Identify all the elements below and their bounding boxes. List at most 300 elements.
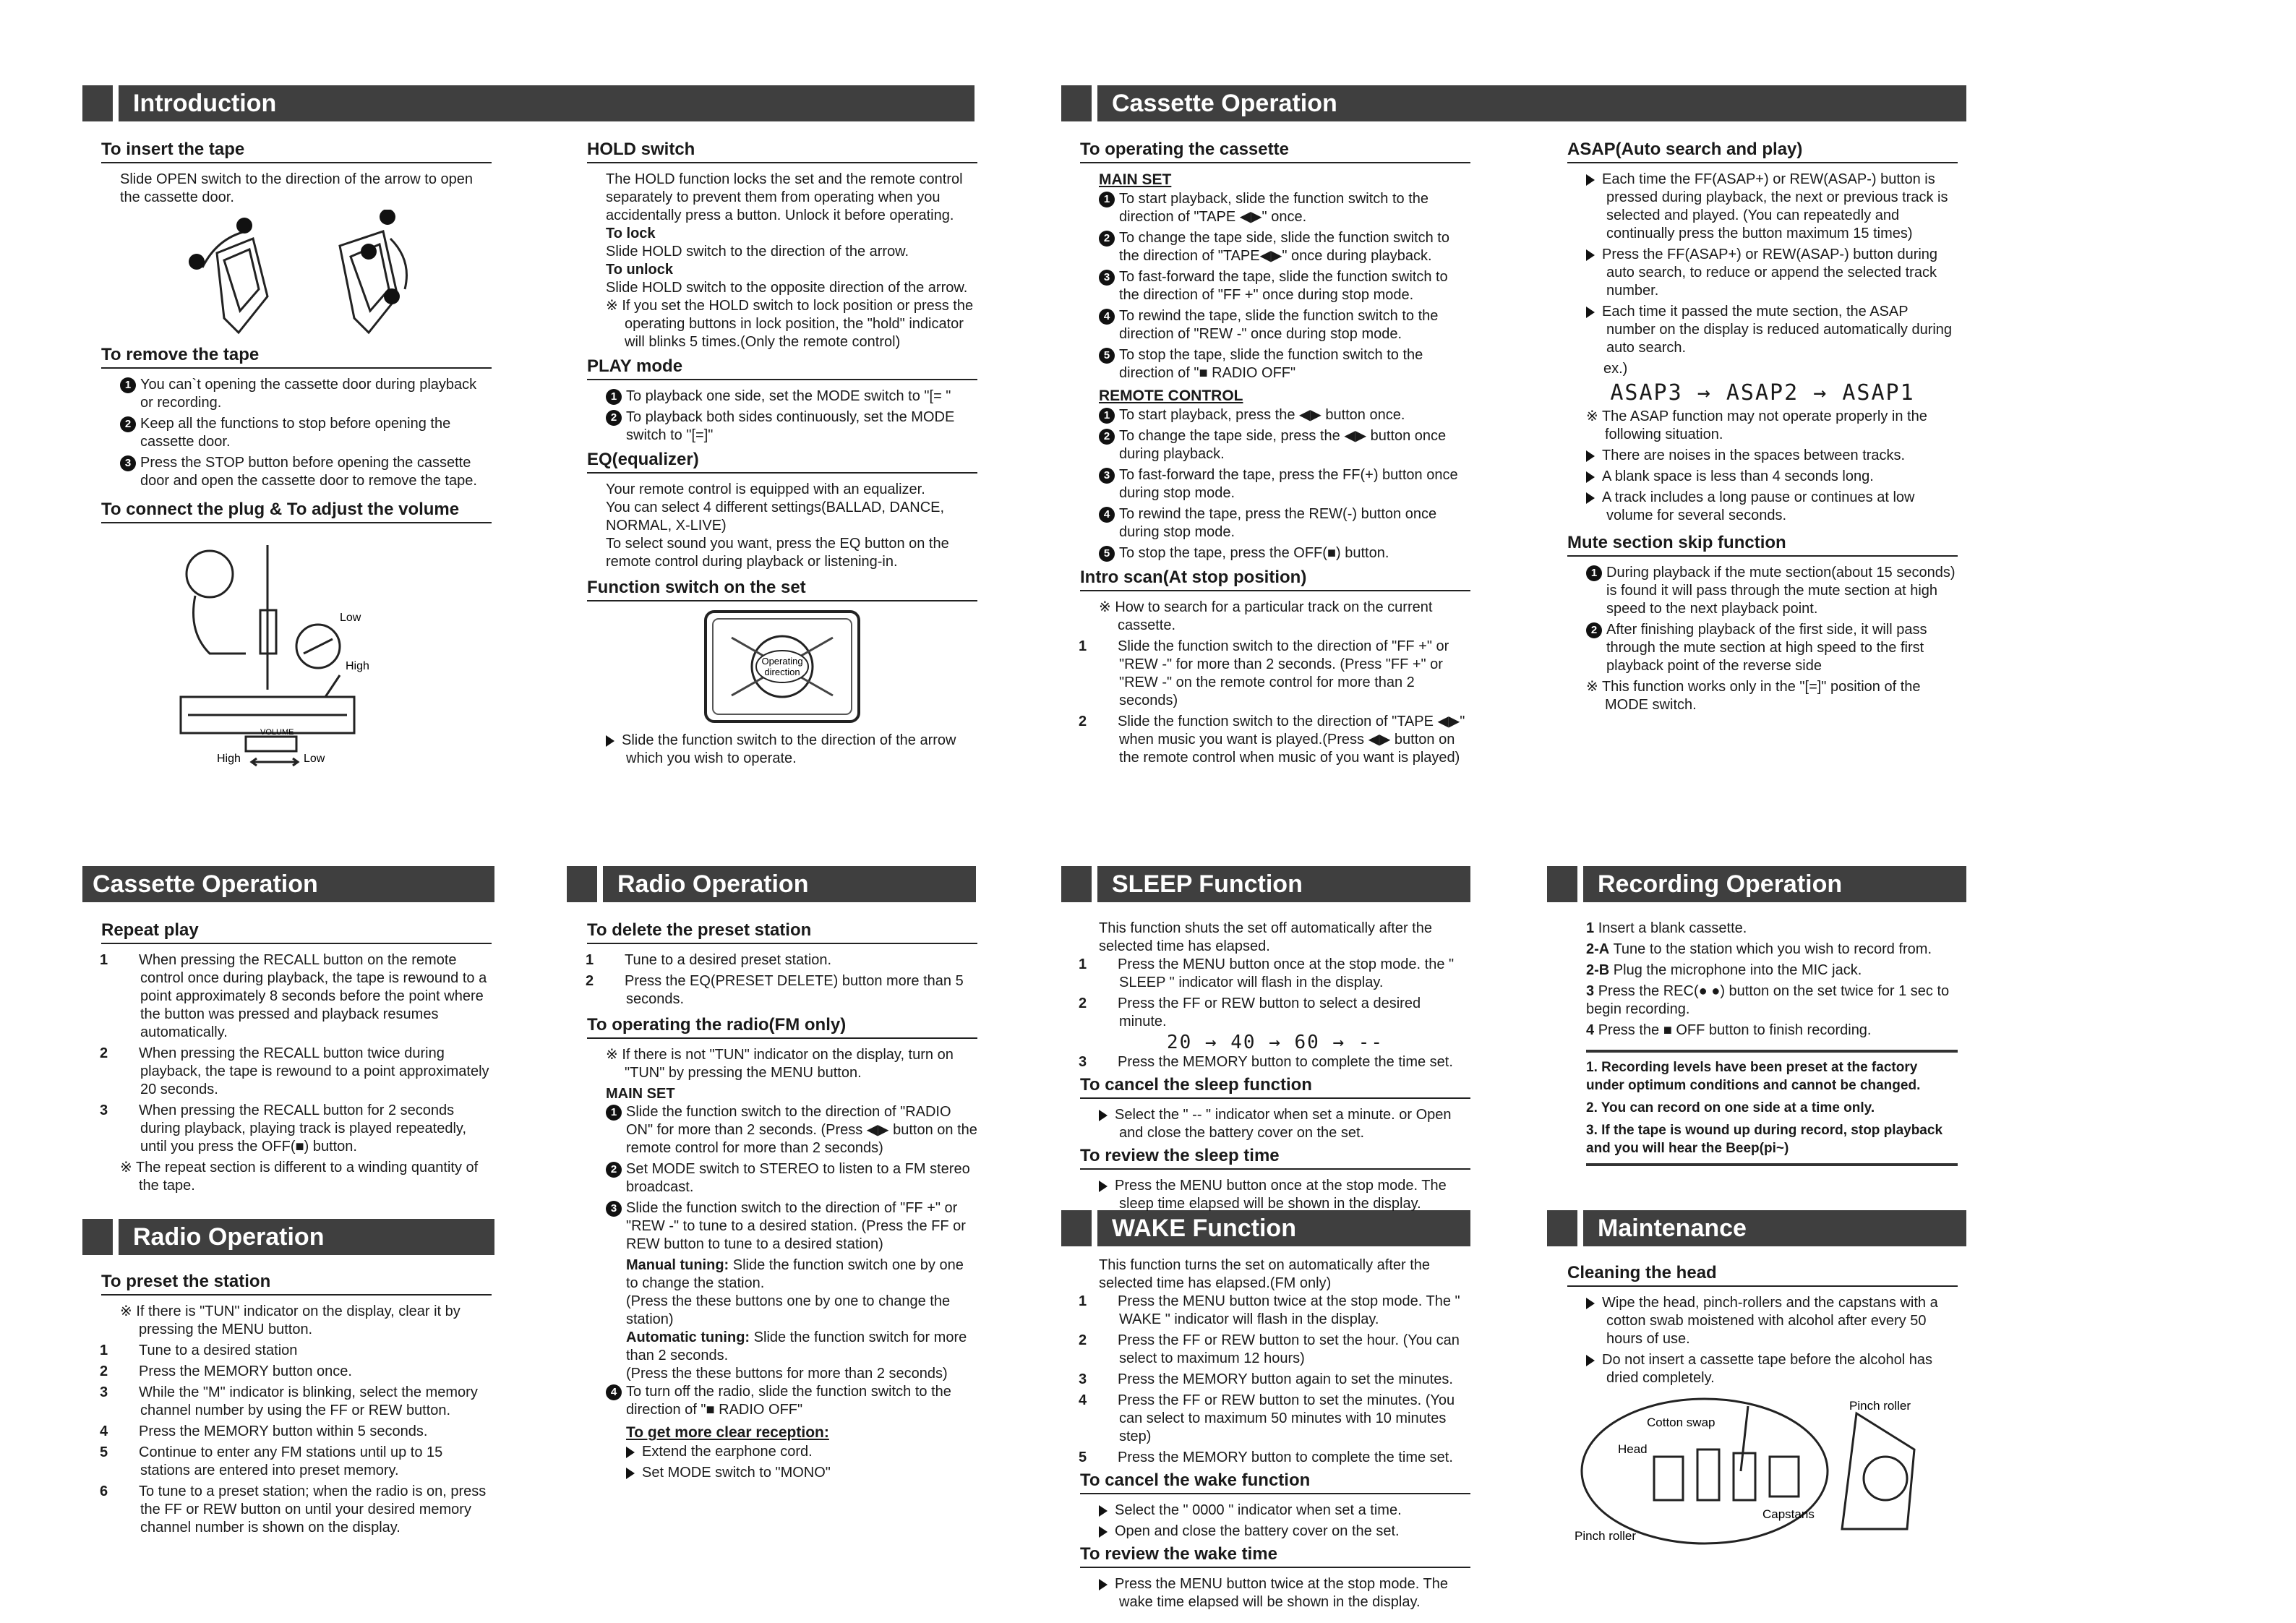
number-2-icon: 2 <box>120 416 136 432</box>
step-number: 3 <box>100 1384 108 1400</box>
step-number: 5 <box>1079 1449 1087 1465</box>
item-text: Press the MEMORY button again to set the minutes. <box>1118 1371 1453 1387</box>
note-text: If there is not "TUN" indicator on the display, turn on "TUN" by pressing the MENU button. <box>622 1047 954 1081</box>
item-text: Press the EQ(PRESET DELETE) button more than 5 seconds. <box>625 973 964 1007</box>
asap-col-4 <box>1567 139 1958 717</box>
step-number: 1 <box>1586 920 1595 936</box>
sleep-item <box>1079 995 1470 1031</box>
item-text: Press the MEMORY button to complete the time set. <box>1118 1449 1453 1465</box>
sleep-intro: This function shuts the set off automatically after the selected time has elapsed. <box>1099 920 1432 954</box>
number-3-icon: 3 <box>1099 468 1115 484</box>
hold-text: The HOLD function locks the set and the remote control separately to prevent them from operating when you accidentally press a button. Unlock it before operating. <box>606 171 963 223</box>
banner-recording-operation <box>1547 866 1966 902</box>
banner-introduction <box>82 85 974 121</box>
step-number: 4 <box>1586 1022 1595 1038</box>
banner-cassette-operation-2 <box>82 866 494 902</box>
wake-item <box>1079 1392 1470 1446</box>
asap-note <box>1586 408 1958 444</box>
note-mark: ※ <box>1586 679 1602 695</box>
item-text: Slide the function switch to the direction of "FF +" or "REW -" for more than 2 seconds. (Press "FF +" or "REW -" on the remote control for more than 2 seconds) <box>1118 638 1449 708</box>
play-mode-item <box>606 387 977 406</box>
item-text: Slide the function switch to the direction of "FF +" or "REW -" to tune to a desired station. (Press the FF or REW button to tune to a desired station) <box>626 1200 966 1252</box>
intro-col-1 <box>101 139 492 776</box>
item-text: To fast-forward the tape, slide the function switch to the direction of "FF +" once during stop mode. <box>1119 269 1448 303</box>
number-1-icon: 1 <box>606 389 622 405</box>
item-text: When pressing the RECALL button twice during playback, the tape is rewound to a point approximately 20 seconds. <box>139 1045 489 1097</box>
recording-item <box>1586 982 1958 1019</box>
review-wake-title: To review the wake time <box>1080 1543 1470 1568</box>
repeat-title: Repeat play <box>101 920 492 944</box>
note-mark: ※ <box>120 1160 136 1176</box>
item-text: Set MODE switch to "MONO" <box>642 1465 831 1481</box>
step-number: 2 <box>1079 995 1087 1011</box>
maintenance-item <box>1586 1351 1958 1387</box>
item-text: Press the FF or REW button to set the minutes. (You can select to maximum 50 minutes with 10 minutes step) <box>1118 1392 1455 1444</box>
volume-label: VOLUME <box>260 728 294 737</box>
connect-title: To connect the plug & To adjust the volume <box>101 499 492 523</box>
step-number: 6 <box>100 1483 108 1499</box>
banner-sleep-function <box>1061 866 1470 902</box>
cancel-wake-title: To cancel the wake function <box>1080 1470 1470 1494</box>
recording-notes-box <box>1586 1050 1958 1166</box>
radio-op-note <box>606 1046 977 1082</box>
play-mode-item <box>606 408 977 445</box>
note-text: The repeat section is different to a winding quantity of the tape. <box>135 1160 479 1194</box>
item-text: Press the MENU button twice at the stop mode. The " WAKE " indicator will flash in the display. <box>1118 1293 1460 1327</box>
preset-item <box>100 1444 492 1480</box>
intro-col-2 <box>587 139 977 771</box>
step-number: 4 <box>100 1423 108 1439</box>
mute-skip-item <box>1586 564 1958 618</box>
step-number: 1 <box>1079 638 1087 654</box>
repeat-note <box>120 1159 492 1195</box>
function-switch-diagram <box>703 609 862 724</box>
banner-title: Recording Operation <box>1598 870 1843 898</box>
item-text: To change the tape side, press the ◀▶ button once during playback. <box>1119 428 1447 462</box>
step-number: 2 <box>100 1363 108 1379</box>
item-text: During playback if the mute section(about 15 seconds) is found it will pass through the mute section at high speed to the next playback point. <box>1606 565 1956 617</box>
hold-note <box>606 297 977 351</box>
item-text: Press the REC(● ●) button on the set twice for 1 sec to begin recording. <box>1586 983 1950 1017</box>
unlock-text: Slide HOLD switch to the opposite direction of the arrow. <box>606 280 968 296</box>
item-text: Tune to a desired station <box>139 1342 298 1358</box>
item-text: To stop the tape, press the OFF(■) button. <box>1119 545 1389 561</box>
pinch-roller-label-2: Pinch roller <box>1575 1529 1637 1543</box>
operating-label: Operating <box>761 656 803 667</box>
bullet-arrow-icon <box>626 1468 635 1479</box>
note-mark: ※ <box>1586 408 1602 424</box>
banner-radio-operation-2 <box>82 1219 494 1255</box>
remote-item <box>1099 466 1470 502</box>
step-number: 3 <box>1079 1371 1087 1387</box>
main-set-item <box>1099 307 1470 343</box>
clear-reception-title: To get more clear reception: <box>626 1424 829 1441</box>
eq-text-3: To select sound you want, press the EQ button on the remote control during playback or listening-in. <box>606 536 949 570</box>
sleep-item <box>1079 1053 1470 1071</box>
lock-text: Slide HOLD switch to the direction of the arrow. <box>606 244 909 260</box>
item-text: Slide the function switch to the direction of "TAPE ◀▶" when music you want is played.(Press ◀▶ button on the remote control when music of you want is played) <box>1118 714 1465 766</box>
number-2-icon: 2 <box>606 410 622 426</box>
item-text: There are noises in the spaces between tracks. <box>1602 447 1906 463</box>
preset-item <box>100 1423 492 1441</box>
item-text: While the "M" indicator is blinking, select the memory channel number by using the FF or REW button. <box>139 1384 478 1418</box>
radio-op-item <box>606 1160 977 1196</box>
hold-title: HOLD switch <box>587 139 977 163</box>
intro-scan-item <box>1079 713 1470 767</box>
radio-op-item <box>606 1383 977 1419</box>
auto-tuning-text: Slide the function switch for more than 2 seconds. <box>626 1329 967 1363</box>
radio-op-item <box>606 1199 977 1254</box>
step-number: 3 <box>1586 983 1595 999</box>
number-2-icon: 2 <box>1586 622 1602 638</box>
item-text: Do not insert a cassette tape before the alcohol has dried completely. <box>1602 1352 1932 1386</box>
wake-item <box>1079 1293 1470 1329</box>
main-set-item <box>1099 346 1470 382</box>
item-text: Press the MEMORY button to complete the time set. <box>1118 1054 1453 1070</box>
step-number: 1 <box>1079 956 1087 972</box>
clear-reception-item <box>626 1464 977 1482</box>
item-text: Press the MENU button once at the stop mode. the " SLEEP " indicator will flash in the display. <box>1118 956 1455 990</box>
insert-tape-text: Slide OPEN switch to the direction of the arrow to open the cassette door. <box>120 171 474 205</box>
remote-item <box>1099 505 1470 541</box>
sleep-col <box>1080 920 1470 1216</box>
cassette-insert-illustration <box>174 210 463 340</box>
banner-square <box>82 85 119 121</box>
repeat-item <box>100 1102 492 1156</box>
bullet-arrow-icon <box>1586 471 1595 483</box>
sleep-sequence: 20 → 40 → 60 → -- <box>1166 1032 1384 1053</box>
item-text: Each time the FF(ASAP+) or REW(ASAP-) button is pressed during playback, the next or previous track is selected and played. (You can repeatedly and continually press the button maximum 15 times) <box>1602 171 1948 241</box>
maintenance-col <box>1567 1262 1958 1558</box>
number-3-icon: 3 <box>606 1201 622 1217</box>
item-text: To fast-forward the tape, press the FF(+) button once during stop mode. <box>1119 467 1458 501</box>
banner-square <box>1547 866 1583 902</box>
function-switch-text <box>606 732 977 768</box>
step-number: 2 <box>1079 1332 1087 1348</box>
asap-sub-item <box>1586 447 1958 465</box>
eq-text-2: You can select 4 different settings(BALLAD, DANCE, NORMAL, X-LIVE) <box>606 500 945 534</box>
item-text: When pressing the RECALL button on the remote control once during playback, the tape is rewound to a point approximately 8 seconds before the point where the button was pressed and playback resumes automatically. <box>139 952 487 1040</box>
item-text: You can`t opening the cassette door during playback or recording. <box>140 377 477 411</box>
item-text: To start playback, press the ◀▶ button once. <box>1119 407 1405 423</box>
number-1-icon: 1 <box>1099 192 1115 207</box>
function-switch-title: Function switch on the set <box>587 577 977 601</box>
preset-item <box>100 1384 492 1420</box>
auto-tuning <box>626 1329 977 1365</box>
delete-preset-item <box>586 972 977 1009</box>
step-number: 2 <box>586 973 594 989</box>
bullet-arrow-icon <box>606 735 614 747</box>
banner-title: Radio Operation <box>133 1223 325 1251</box>
preset-note <box>120 1303 492 1339</box>
recording-note: 2. You can record on one side at a time only. <box>1586 1100 1875 1115</box>
step-number: 2 <box>100 1045 108 1061</box>
number-4-icon: 4 <box>1099 507 1115 523</box>
item-text: Tune to the station which you wish to record from. <box>1613 941 1932 957</box>
eq-title: EQ(equalizer) <box>587 449 977 474</box>
mute-skip-item <box>1586 621 1958 675</box>
review-sleep-title: To review the sleep time <box>1080 1145 1470 1170</box>
note-mark: ※ <box>606 1047 622 1063</box>
note-mark: ※ <box>1099 599 1115 615</box>
banner-square <box>1061 866 1097 902</box>
cancel-wake-item <box>1099 1523 1470 1541</box>
item-text: When pressing the RECALL button for 2 seconds during playback, playing track is played repeatedly, until you press the OFF(■) button. <box>139 1102 466 1155</box>
number-1-icon: 1 <box>1099 408 1115 424</box>
play-mode-title: PLAY mode <box>587 356 977 380</box>
number-4-icon: 4 <box>1099 309 1115 325</box>
item-text: Set MODE switch to STEREO to listen to a FM stereo broadcast. <box>626 1161 970 1195</box>
preset-item <box>100 1483 492 1537</box>
banner-square <box>1547 1210 1583 1246</box>
number-3-icon: 3 <box>120 455 136 471</box>
item-text: Wipe the head, pinch-rollers and the capstans with a cotton swab moistened with alcohol after every 50 hours of use. <box>1602 1295 1938 1347</box>
low-label-1: Low <box>340 612 361 624</box>
cancel-sleep-title: To cancel the sleep function <box>1080 1074 1470 1099</box>
banner-square <box>1061 85 1097 121</box>
manual-note: (Press the these buttons one by one to change the station) <box>626 1293 951 1327</box>
banner-title: Introduction <box>133 90 277 117</box>
item-text: Open and close the battery cover on the set. <box>1115 1523 1400 1539</box>
banner-radio-operation-1 <box>567 866 976 902</box>
item-text: Select the " 0000 " indicator when set a time. <box>1115 1502 1402 1518</box>
step-number: 3 <box>100 1102 108 1118</box>
banner-maintenance <box>1547 1210 1966 1246</box>
sleep-item <box>1079 956 1470 992</box>
cassette-col-3 <box>1080 139 1470 770</box>
auto-tuning-label: Automatic tuning: <box>626 1329 750 1345</box>
step-number: 4 <box>1079 1392 1087 1408</box>
repeat-item <box>100 951 492 1042</box>
item-text: To turn off the radio, slide the function switch to the direction of "■ RADIO OFF" <box>626 1384 951 1418</box>
wake-item <box>1079 1371 1470 1389</box>
remove-tape-item <box>120 415 492 451</box>
step-number: 2-A <box>1586 941 1610 957</box>
asap-ex: ex.) <box>1603 361 1628 377</box>
step-number: 1 <box>586 952 594 968</box>
number-2-icon: 2 <box>1099 231 1115 247</box>
number-1-icon: 1 <box>606 1105 622 1121</box>
asap-sub-item <box>1586 489 1958 525</box>
pinch-roller-label: Pinch roller <box>1849 1399 1911 1413</box>
bullet-arrow-icon <box>1586 249 1595 261</box>
head-cleaning-illustration <box>1567 1392 1958 1558</box>
intro-scan-item <box>1079 638 1470 710</box>
preset-title: To preset the station <box>101 1271 492 1296</box>
step-number: 1 <box>100 952 108 968</box>
remote-item <box>1099 544 1470 562</box>
bullet-arrow-icon <box>1099 1181 1108 1192</box>
main-set-label: MAIN SET <box>1099 171 1172 188</box>
item-text: To start playback, slide the function switch to the direction of "TAPE ◀▶" once. <box>1119 191 1428 225</box>
wake-item <box>1079 1449 1470 1467</box>
item-text: To rewind the tape, slide the function switch to the direction of "REW -" once during stop mode. <box>1119 308 1439 342</box>
recording-item <box>1586 941 1958 959</box>
head-label: Head <box>1618 1442 1648 1456</box>
bullet-arrow-icon <box>1099 1110 1108 1121</box>
item-text: Press the FF or REW button to select a desired minute. <box>1118 995 1421 1029</box>
item-text: To stop the tape, slide the function switch to the direction of "■ RADIO OFF" <box>1119 347 1423 381</box>
preset-item <box>100 1363 492 1381</box>
manual-tuning <box>626 1256 977 1293</box>
maintenance-item <box>1586 1294 1958 1348</box>
recording-item <box>1586 920 1958 938</box>
note-text: This function works only in the "[=]" position of the MODE switch. <box>1601 679 1921 713</box>
wake-item <box>1079 1332 1470 1368</box>
banner-title: SLEEP Function <box>1112 870 1303 898</box>
bullet-arrow-icon <box>1586 1355 1595 1366</box>
auto-note: (Press the these buttons for more than 2 seconds) <box>626 1366 948 1382</box>
preset-item <box>100 1342 492 1360</box>
repeat-col <box>101 920 492 1198</box>
item-text: Press the FF or REW button to set the hour. (You can select to maximum 12 hours) <box>1118 1332 1460 1366</box>
item-text: A blank space is less than 4 seconds long. <box>1602 468 1874 484</box>
item-text: To playback one side, set the MODE switch to "[= " <box>626 388 951 404</box>
recording-note: 1. Recording levels have been preset at the factory under optimum conditions and cannot be changed. <box>1586 1060 1921 1093</box>
item-text: Slide the function switch to the direction of "RADIO ON" for more than 2 seconds. (Press ◀▶ button on the remote control for more than 2 seconds) <box>626 1104 977 1156</box>
asap-display: ASAP3 → ASAP2 → ASAP1 <box>1610 380 1915 406</box>
banner-title: WAKE Function <box>1112 1215 1296 1242</box>
main-set-item <box>1099 268 1470 304</box>
note-mark: ※ <box>120 1303 137 1319</box>
number-5-icon: 5 <box>1099 546 1115 562</box>
banner-cassette-operation <box>1061 85 1966 121</box>
radio-col <box>587 920 977 1485</box>
cancel-sleep-text <box>1099 1106 1470 1142</box>
cotton-swab-label: Cotton swap <box>1647 1416 1715 1429</box>
item-text: After finishing playback of the first side, it will pass through the mute section at high speed to the first playback point of the reverse side <box>1606 622 1927 674</box>
step-number: 5 <box>100 1444 108 1460</box>
cleaning-head-title: Cleaning the head <box>1567 1262 1958 1287</box>
item-text: Keep all the functions to stop before opening the cassette door. <box>140 416 451 450</box>
item-text: Press the ■ OFF button to finish recording. <box>1598 1022 1872 1038</box>
bullet-arrow-icon <box>1099 1579 1108 1590</box>
step-number: 2 <box>1079 714 1087 729</box>
asap-item <box>1586 246 1958 300</box>
radio-op-item <box>606 1103 977 1157</box>
operating-cassette-title: To operating the cassette <box>1080 139 1470 163</box>
low-label-2: Low <box>304 753 325 765</box>
item-text: Press the MEMORY button within 5 seconds. <box>139 1423 428 1439</box>
bullet-arrow-icon <box>1586 307 1595 318</box>
bullet-arrow-icon <box>1586 174 1595 186</box>
delete-preset-item <box>586 951 977 969</box>
high-label-1: High <box>346 660 369 672</box>
mute-skip-note <box>1586 678 1958 714</box>
review-wake-text <box>1099 1575 1470 1611</box>
asap-sub-item <box>1586 468 1958 486</box>
bullet-arrow-icon <box>1586 492 1595 504</box>
banner-square <box>82 1219 119 1255</box>
item-text: Select the " -- " indicator when set a minute. or Open and close the battery cover on the set. <box>1115 1107 1452 1141</box>
delete-preset-title: To delete the preset station <box>587 920 977 944</box>
bullet-arrow-icon <box>1099 1505 1108 1517</box>
asap-title: ASAP(Auto search and play) <box>1567 139 1958 163</box>
recording-col <box>1567 920 1958 1166</box>
bullet-arrow-icon <box>1586 1298 1595 1309</box>
intro-scan-title: Intro scan(At stop position) <box>1080 567 1470 591</box>
recording-note: 3. If the tape is wound up during record, stop playback and you will hear the Beep(pi~) <box>1586 1123 1943 1156</box>
high-label-2: High <box>217 753 241 765</box>
banner-title: Cassette Operation <box>1112 90 1337 117</box>
step-number: 2-B <box>1586 962 1610 978</box>
remove-tape-title: To remove the tape <box>101 344 492 369</box>
insert-tape-title: To insert the tape <box>101 139 492 163</box>
item-text: A track includes a long pause or continues at low volume for several seconds. <box>1602 489 1915 523</box>
item-text: To playback both sides continuously, set the MODE switch to "[=]" <box>626 409 955 443</box>
item-text: Plug the microphone into the MIC jack. <box>1613 962 1862 978</box>
wake-intro: This function turns the set on automatically after the selected time has elapsed.(FM only) <box>1099 1257 1431 1291</box>
bullet-arrow-icon <box>1586 450 1595 462</box>
number-1-icon: 1 <box>1586 565 1602 581</box>
cancel-wake-item <box>1099 1502 1470 1520</box>
clear-reception-item <box>626 1443 977 1461</box>
item-text: Press the STOP button before opening the cassette door and open the cassette door to remove the tape. <box>140 455 477 489</box>
recording-item <box>1586 962 1958 980</box>
asap-item <box>1586 303 1958 357</box>
main-set-item <box>1099 190 1470 226</box>
item-text: Press the FF(ASAP+) or REW(ASAP-) button during auto search, to reduce or append the selected track number. <box>1602 247 1938 299</box>
remote-item <box>1099 427 1470 463</box>
bullet-arrow-icon <box>1099 1526 1108 1538</box>
banner-title: Radio Operation <box>617 870 809 898</box>
preset-col <box>101 1271 492 1540</box>
wake-col <box>1080 1256 1470 1614</box>
item-text: Tune to a desired preset station. <box>625 952 832 968</box>
lock-label: To lock <box>606 226 656 241</box>
remote-control-label: REMOTE CONTROL <box>1099 387 1243 404</box>
item-text: Continue to enter any FM stations until up to 15 stations are entered into preset memory. <box>139 1444 443 1478</box>
number-3-icon: 3 <box>1099 270 1115 286</box>
item-text: To tune to a preset station; when the radio is on, press the FF or REW button on until your desired memory channel number is shown on the display. <box>139 1483 487 1536</box>
plug-volume-illustration <box>166 531 455 776</box>
radio-op-title: To operating the radio(FM only) <box>587 1014 977 1039</box>
note-text: How to search for a particular track on the current cassette. <box>1115 599 1433 633</box>
remove-tape-item <box>120 376 492 412</box>
unlock-label: To unlock <box>606 262 673 278</box>
remove-tape-item <box>120 454 492 490</box>
asap-item <box>1586 171 1958 243</box>
radio-main-set-label: MAIN SET <box>606 1086 675 1102</box>
number-2-icon: 2 <box>606 1162 622 1178</box>
mute-skip-title: Mute section skip function <box>1567 532 1958 557</box>
step-number: 1 <box>100 1342 108 1358</box>
item-text: Press the MENU button twice at the stop mode. The wake time elapsed will be shown in the display. <box>1115 1576 1448 1610</box>
item-text: Slide the function switch to the direction of the arrow which you wish to operate. <box>622 732 956 766</box>
note-text: The ASAP function may not operate properly in the following situation. <box>1601 408 1927 442</box>
item-text: Insert a blank cassette. <box>1598 920 1747 936</box>
number-5-icon: 5 <box>1099 348 1115 364</box>
step-number: 3 <box>1079 1054 1087 1070</box>
item-text: Press the MEMORY button once. <box>139 1363 352 1379</box>
banner-title: Cassette Operation <box>93 870 318 898</box>
number-2-icon: 2 <box>1099 429 1115 445</box>
number-1-icon: 1 <box>120 377 136 393</box>
note-text: If you set the HOLD switch to lock position or press the operating buttons in lock position, the "hold" indicator will blinks 5 times.(Only the remote control) <box>622 298 974 350</box>
banner-square <box>567 866 603 902</box>
item-text: Each time it passed the mute section, the ASAP number on the display is reduced automatically during auto search. <box>1602 304 1953 356</box>
direction-label: direction <box>764 667 800 677</box>
banner-title: Maintenance <box>1598 1215 1747 1242</box>
note-mark: ※ <box>606 298 622 314</box>
review-sleep-text <box>1099 1177 1470 1213</box>
note-text: If there is "TUN" indicator on the display, clear it by pressing the MENU button. <box>136 1303 461 1337</box>
eq-text-1: Your remote control is equipped with an equalizer. <box>606 481 925 497</box>
repeat-item <box>100 1045 492 1099</box>
item-text: Press the MENU button once at the stop mode. The sleep time elapsed will be shown in the display. <box>1115 1178 1447 1212</box>
item-text: To change the tape side, slide the function switch to the direction of "TAPE◀▶" once during playback. <box>1119 230 1449 264</box>
remote-item <box>1099 406 1470 424</box>
